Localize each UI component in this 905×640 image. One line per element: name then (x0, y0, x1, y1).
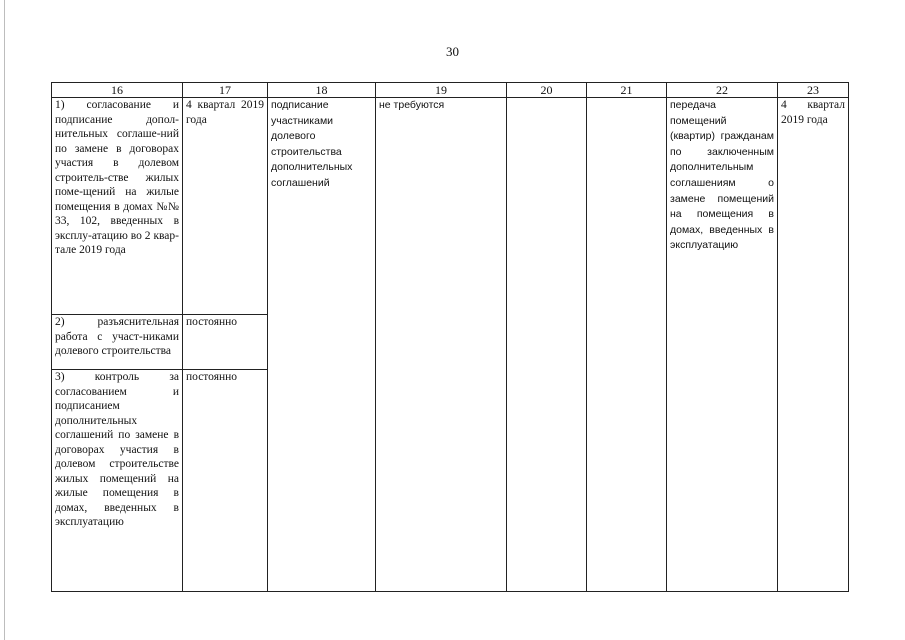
header-col-22: 22 (667, 83, 778, 98)
cell-col-20 (507, 98, 587, 592)
cell-activity-2: 2) разъяснительная работа с участ-никами долевого строительства (52, 315, 183, 370)
cell-activity-1: 1) согласование и подписание допол-нительных соглаше-ний по замене в договорах участия в долевом строитель-стве жилых поме-щений на жилые помещения в домах №№ 33, 102, введенных в эксплу-атацию во 2 квар-тале 2019 года (52, 98, 183, 315)
header-col-18: 18 (268, 83, 376, 98)
cell-term-1: 4 квартал 2019 года (183, 98, 268, 315)
header-col-16: 16 (52, 83, 183, 98)
cell-term-2: постоянно (183, 315, 268, 370)
cell-col-21 (587, 98, 667, 592)
header-col-23: 23 (778, 83, 849, 98)
cell-deadline: 4 квартал 2019 года (778, 98, 849, 592)
cell-activity-3: 3) контроль за согласованием и подписанием дополнительных соглашений по замене в договорах участия в долевом строительстве жилых помещений на жилые помещения в домах, введенных в эксплуатацию (52, 370, 183, 592)
page-edge-line (4, 0, 5, 640)
header-col-20: 20 (507, 83, 587, 98)
cell-term-3: постоянно (183, 370, 268, 592)
header-col-21: 21 (587, 83, 667, 98)
header-col-17: 17 (183, 83, 268, 98)
header-row (52, 83, 849, 98)
cell-resources: не требуются (376, 98, 507, 592)
page-number: 30 (446, 44, 459, 59)
plan-table (51, 82, 849, 592)
table-row (52, 98, 849, 315)
cell-indicator: передача помещений (квартир) гражданам по заключенным дополнительным соглашениям о замене помещений на помещения в домах, введенных в эксплуатацию (667, 98, 778, 592)
header-col-19: 19 (376, 83, 507, 98)
cell-result: подписание участниками долевого строительства дополнительных соглашений (268, 98, 376, 592)
